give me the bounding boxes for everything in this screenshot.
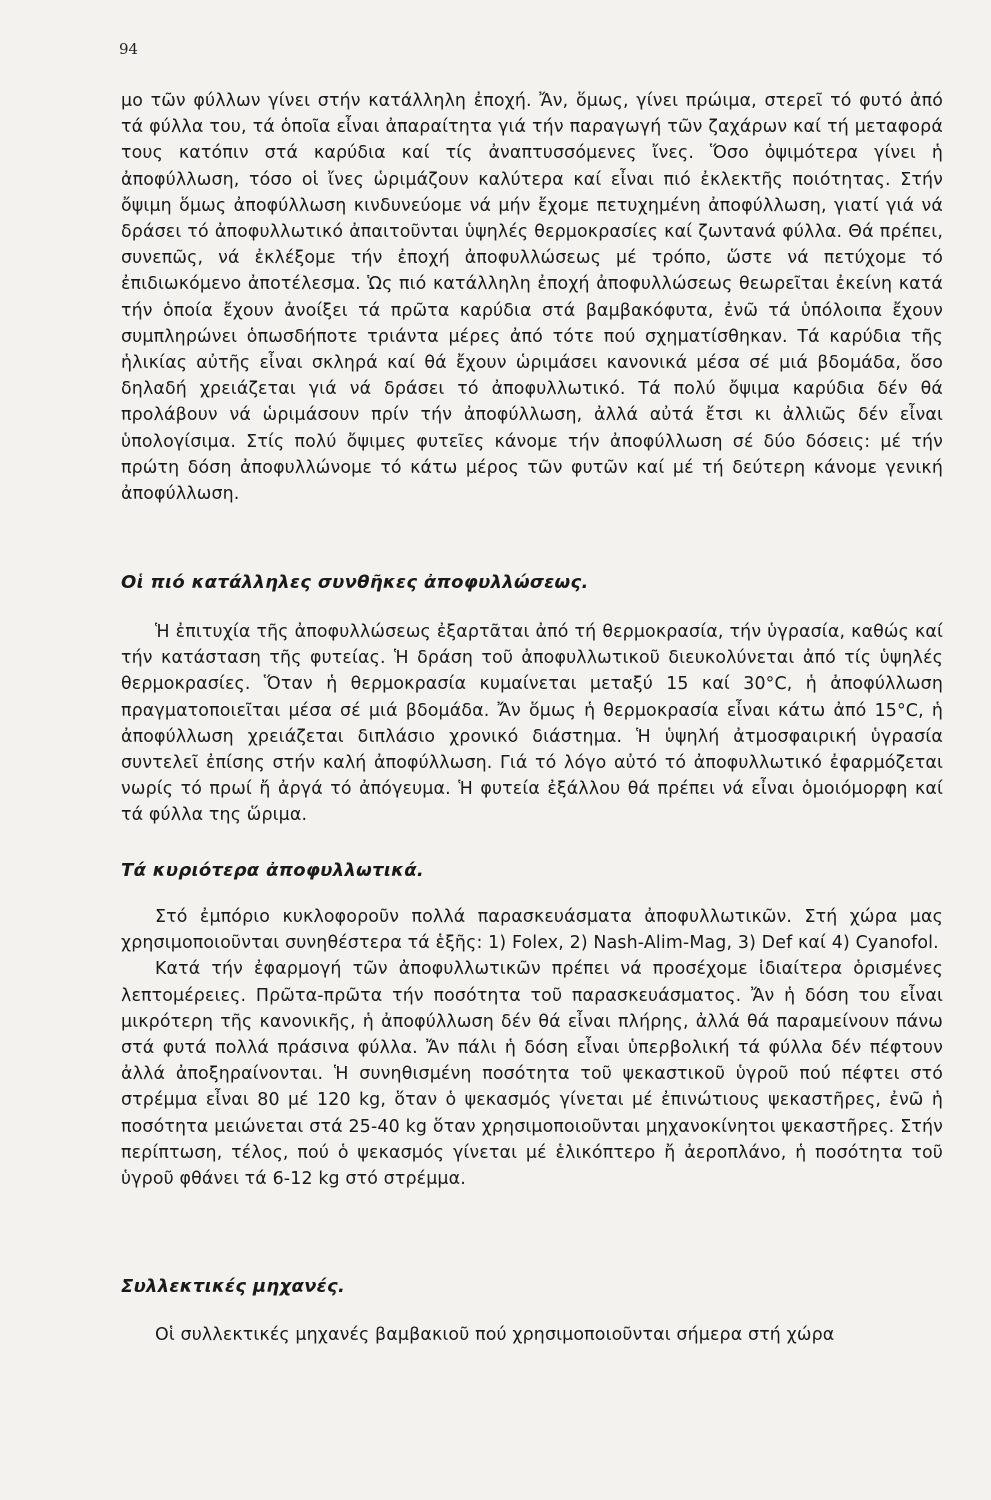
paragraph-machines: Οἱ συλλεκτικές μηχανές βαμβακιοῦ πού χρησιμοποιοῦνται σήμερα στή χώρα — [155, 1325, 835, 1345]
page-number: 94 — [119, 40, 139, 58]
paragraph-defoliation-timing: μο τῶν φύλλων γίνει στήν κατάλληλη ἐποχή. Ἄν, ὅμως, γίνει πρώιμα, στερεῖ τό φυτό ἀπό τά φύλλα του, τά ὁποῖα εἶναι ἀπαραίτητα γιά τήν παραγωγή τῶν ζαχάρων καί τή μεταφορά τους κατόπιν στά καρύδια καί τίς ἀναπτυσσόμενες ἴνες. Ὅσο ὀψιμότερα γίνει ἡ ἀποφύλλωση, τόσο οἱ ἴνες ὡριμάζουν καλύτερα καί εἶναι πιό ἐκλεκτῆς ποιότητας. Στήν ὄψιμη ὅμως ἀποφύλλωση κινδυνεύομε νά μήν ἔχομε πετυχημένη ἀποφύλλωση, γιατί γιά νά δράσει τό ἀποφυλλωτικό ἀπαιτοῦνται ὑψηλές θερμοκρασίες καί ζωντανά φύλλα. Θά πρέπει, συνεπῶς, νά ἐκλέξομε τήν ἐποχή ἀποφυλλώσεως μέ τρόπο, ὥστε νά πετύχομε τό ἐπιδιωκόμενο ἀποτέλεσμα. Ὡς πιό κατάλληλη ἐποχή ἀποφυλλώσεως θεωρεῖται ἐκείνη κατά τήν ὁποία ἔχουν ἀνοίξει τά πρῶτα καρύδια στά βαμβακόφυτα, ἐνῶ τά ὑπόλοιπα ἔχουν συμπληρώνει ὁπωσδήποτε τριάντα μέρες ἀπό τότε πού σχηματίσθηκαν. Τά καρύδια τῆς ἡλικίας αὐτῆς εἶναι σκληρά καί θά ἔχουν ὡριμάσει κανονικά μέσα σέ μιά βδομάδα, ὅσο δηλαδή χρειάζεται γιά νά δράσει τό ἀποφυλλωτικό. Τά πολύ ὄψιμα καρύδια δέν θά προλάβουν νά ὡριμάσουν πρίν τήν ἀποφύλλωση, ἀλλά αὐτά ἔτσι κι ἀλλιῶς δέν εἶναι ὑπολογίσιμα. Στίς πολύ ὄψιμες φυτεῖες κάνομε τήν ἀποφύλλωση σέ δύο δόσεις: μέ τήν πρώτη δόση ἀποφυλλώνομε τό κάτω μέρος τῶν φυτῶν καί μέ τή δεύτερη κάνομε γενική ἀποφύλλωση. — [121, 91, 943, 505]
paragraph-application-details: Κατά τήν ἐφαρμογή τῶν ἀποφυλλωτικῶν πρέπει νά προσέχομε ἰδιαίτερα ὁρισμένες λεπτομέρειες. Πρῶτα-πρῶτα τήν ποσότητα τοῦ παρασκευάσματος. Ἄν ἡ δόση του εἶναι μικρότερη τῆς κανονικῆς, ἡ ἀποφύλλωση δέν θά εἶναι πλήρης, ἀλλά θά παραμείνουν πάνω στά φυτά πολλά πράσινα φύλλα. Ἄν πάλι ἡ δόση εἶναι ὑπερβολική τά φύλλα δέν πέφτουν ἀλλά ἀποξηραίνονται. Ἡ συνηθισμένη ποσότητα τοῦ ψεκαστικοῦ ὑγροῦ πού πέφτει στό στρέμμα εἶναι 80 μέ 120 kg, ὅταν ὁ ψεκασμός γίνεται μέ ἐπινώτιους ψεκαστῆρες, ἐνῶ ἡ ποσότητα μειώνεται στά 25-40 kg ὅταν χρησιμοποιοῦνται μηχανοκίνητοι ψεκαστῆρες. Στήν περίπτωση, τέλος, πού ὁ ψεκασμός γίνεται μέ ἑλικόπτερο ἤ ἀεροπλάνο, ἡ ποσότητα τοῦ ὑγροῦ φθάνει τά 6-12 kg στό στρέμμα. — [121, 959, 943, 1190]
paragraph-defoliant-products: Στό ἐμπόριο κυκλοφοροῦν πολλά παρασκευάσματα ἀποφυλλωτικῶν. Στή χώρα μας χρησιμοποιοῦνται συνηθέστερα τά ἑξῆς: 1) Folex, 2) Nash-Alim-Mag, 3) Def καί 4) Cyanofol. — [121, 907, 943, 954]
heading-harvesting-machines: Συλλεκτικές μηχανές. — [121, 1276, 346, 1297]
paragraph-conditions: Ἡ ἐπιτυχία τῆς ἀποφυλλώσεως ἐξαρτᾶται ἀπό τή θερμοκρασία, τήν ὑγρασία, καθώς καί τήν κατάσταση τῆς φυτείας. Ἡ δράση τοῦ ἀποφυλλωτικοῦ διευκολύνεται ἀπό τίς ὑψηλές θερμοκρασίες. Ὅταν ἡ θερμοκρασία κυμαίνεται μεταξύ 15 καί 30°C, ἡ ἀποφύλλωση πραγματοποιεῖται μέσα σέ μιά βδομάδα. Ἄν ὅμως ἡ θερμοκρασία εἶναι κάτω ἀπό 15°C, ἡ ἀποφύλλωση χρειάζεται διπλάσιο χρονικό διάστημα. Ἡ ὑψηλή ἀτμοσφαιρική ὑγρασία συντελεῖ ἐπίσης στήν καλή ἀποφύλλωση. Γιά τό λόγο αὐτό τό ἀποφυλλωτικό ἐφαρμόζεται νωρίς τό πρωί ἤ ἀργά τό ἀπόγευμα. Ἡ φυτεία ἐξάλλου θά πρέπει νά εἶναι ὁμοιόμορφη καί τά φύλλα της ὥριμα. — [121, 622, 943, 826]
heading-defoliation-conditions: Οἱ πιό κατάλληλες συνθῆκες ἀποφυλλώσεως. — [121, 572, 589, 593]
text-block-machines — [121, 1322, 943, 1348]
text-block-defoliants — [121, 904, 943, 1192]
text-block-opening — [121, 88, 943, 507]
text-block-conditions — [121, 619, 943, 829]
heading-main-defoliants: Τά κυριότερα ἀποφυλλωτικά. — [121, 860, 425, 881]
